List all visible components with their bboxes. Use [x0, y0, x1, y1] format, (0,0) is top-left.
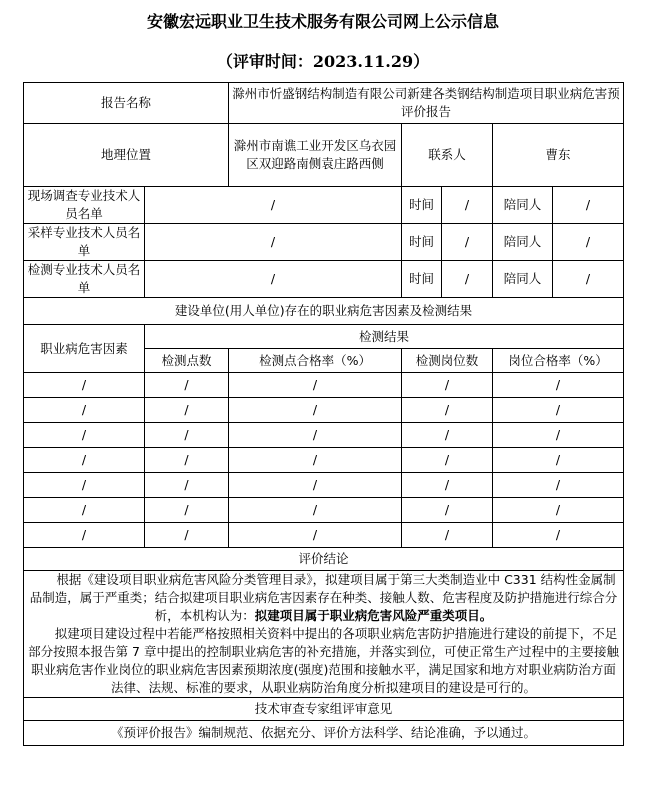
- hazard-cell: /: [229, 423, 402, 448]
- staff-row: [24, 187, 624, 224]
- hazard-cell: /: [145, 473, 229, 498]
- accompany-label: 陪同人: [493, 224, 553, 261]
- hazard-cell: /: [493, 448, 624, 473]
- evaluation-title: 评价结论: [24, 548, 624, 571]
- time-label: 时间: [402, 187, 442, 224]
- hazard-cell: /: [493, 473, 624, 498]
- disclosure-table: [23, 82, 624, 746]
- hazard-cell: /: [493, 523, 624, 548]
- hazard-section-title: 建设单位(用人单位)存在的职业病危害因素及检测结果: [24, 298, 624, 325]
- hazard-cell: /: [493, 398, 624, 423]
- hazard-cell: /: [145, 398, 229, 423]
- col-posts-rate-header: 岗位合格率（%）: [493, 349, 624, 373]
- contact-value: 曹东: [493, 124, 624, 187]
- hazard-cell: /: [24, 448, 145, 473]
- evaluation-body: [24, 571, 624, 698]
- page-title: 安徽宏远职业卫生技术服务有限公司网上公示信息: [146, 12, 499, 31]
- staff-label: 检测专业技术人员名单: [24, 261, 145, 298]
- accompany-label: 陪同人: [493, 187, 553, 224]
- expert-opinion: 《预评价报告》编制规范、依据充分、评价方法科学、结论准确，予以通过。: [24, 721, 624, 746]
- accompany-value: /: [553, 224, 624, 261]
- hazard-cell: /: [229, 498, 402, 523]
- time-value: /: [442, 261, 493, 298]
- hazard-cell: /: [402, 498, 493, 523]
- hazard-cell: /: [229, 448, 402, 473]
- factor-header: 职业病危害因素: [24, 325, 145, 373]
- hazard-cell: /: [145, 448, 229, 473]
- location-value: 滁州市南谯工业开发区乌衣园区双迎路南侧袁庄路西侧: [229, 124, 402, 187]
- expert-opinion-row: [24, 721, 624, 746]
- col-posts-header: 检测岗位数: [402, 349, 493, 373]
- report-name-value: 滁州市忻盛钢结构制造有限公司新建各类钢结构制造项目职业病危害预评价报告: [229, 83, 624, 124]
- hazard-cell: /: [402, 523, 493, 548]
- hazard-cell: /: [493, 498, 624, 523]
- hazard-cell: /: [402, 373, 493, 398]
- time-value: /: [442, 224, 493, 261]
- hazard-cell: /: [24, 423, 145, 448]
- evaluation-paragraph-1: [26, 571, 621, 625]
- report-name-row: [24, 83, 624, 124]
- evaluation-conclusion: 拟建项目属于职业病危害风险严重类项目。: [254, 608, 493, 623]
- hazard-cell: /: [145, 423, 229, 448]
- time-label: 时间: [402, 224, 442, 261]
- accompany-label: 陪同人: [493, 261, 553, 298]
- hazard-row: [24, 523, 624, 548]
- hazard-row: [24, 373, 624, 398]
- hazard-header-row: [24, 325, 624, 349]
- hazard-cell: /: [402, 473, 493, 498]
- hazard-cell: /: [24, 398, 145, 423]
- hazard-cell: /: [24, 473, 145, 498]
- hazard-cell: /: [24, 498, 145, 523]
- time-label: 时间: [402, 261, 442, 298]
- hazard-cell: /: [493, 373, 624, 398]
- hazard-cell: /: [145, 498, 229, 523]
- staff-row: [24, 224, 624, 261]
- time-value: /: [442, 187, 493, 224]
- hazard-row: [24, 498, 624, 523]
- location-label: 地理位置: [24, 124, 229, 187]
- hazard-row: [24, 473, 624, 498]
- evaluation-title-row: [24, 548, 624, 571]
- staff-names: /: [145, 261, 402, 298]
- staff-row: [24, 261, 624, 298]
- report-name-label: 报告名称: [24, 83, 229, 124]
- hazard-cell: /: [402, 398, 493, 423]
- hazard-cell: /: [229, 473, 402, 498]
- hazard-cell: /: [402, 448, 493, 473]
- hazard-cell: /: [229, 523, 402, 548]
- hazard-cell: /: [229, 398, 402, 423]
- hazard-cell: /: [229, 373, 402, 398]
- hazard-row: [24, 423, 624, 448]
- accompany-value: /: [553, 261, 624, 298]
- expert-title: 技术审查专家组评审意见: [24, 698, 624, 721]
- hazard-cell: /: [145, 523, 229, 548]
- hazard-cell: /: [493, 423, 624, 448]
- hazard-section-title-row: [24, 298, 624, 325]
- review-time: （评审时间：2023.11.29）: [216, 52, 430, 71]
- staff-label: 现场调查专业技术人员名单: [24, 187, 145, 224]
- col-points-rate-header: 检测点合格率（%）: [229, 349, 402, 373]
- hazard-row: [24, 398, 624, 423]
- hazard-row: [24, 448, 624, 473]
- expert-title-row: [24, 698, 624, 721]
- evaluation-paragraph-2: 拟建项目建设过程中若能严格按照相关资料中提出的各项职业病危害防护措施进行建设的前提下，不足部分按照本报告第 7 章中提出的控制职业病危害的补充措施，并落实到位，可使正常生产过程中的主要接触职业病危害作业岗位的职业病危害因素预期浓度(强度)范围和接触水平，满足国家和地方对职业病防治方面法律、法规、标准的要求，从职业病防治角度分析拟建项目的建设是可行的。: [28, 626, 619, 695]
- evaluation-para1-text: 根据《建设项目职业病危害风险分类管理目录》，拟建项目属于第三大类制造业中 C331 结构性金属制品制造，属于严重类；结合拟建项目职业病危害因素存在种类、接触人数、危害程度及防护措施进行综合分析，本机构认为：: [29, 572, 618, 623]
- staff-label: 采样专业技术人员名单: [24, 224, 145, 261]
- staff-names: /: [145, 224, 402, 261]
- evaluation-body-row: [24, 571, 624, 698]
- hazard-cell: /: [145, 373, 229, 398]
- staff-names: /: [145, 187, 402, 224]
- contact-label: 联系人: [402, 124, 493, 187]
- results-header: 检测结果: [145, 325, 624, 349]
- location-row: [24, 124, 624, 187]
- hazard-cell: /: [24, 523, 145, 548]
- hazard-cell: /: [402, 423, 493, 448]
- col-points-header: 检测点数: [145, 349, 229, 373]
- hazard-cell: /: [24, 373, 145, 398]
- accompany-value: /: [553, 187, 624, 224]
